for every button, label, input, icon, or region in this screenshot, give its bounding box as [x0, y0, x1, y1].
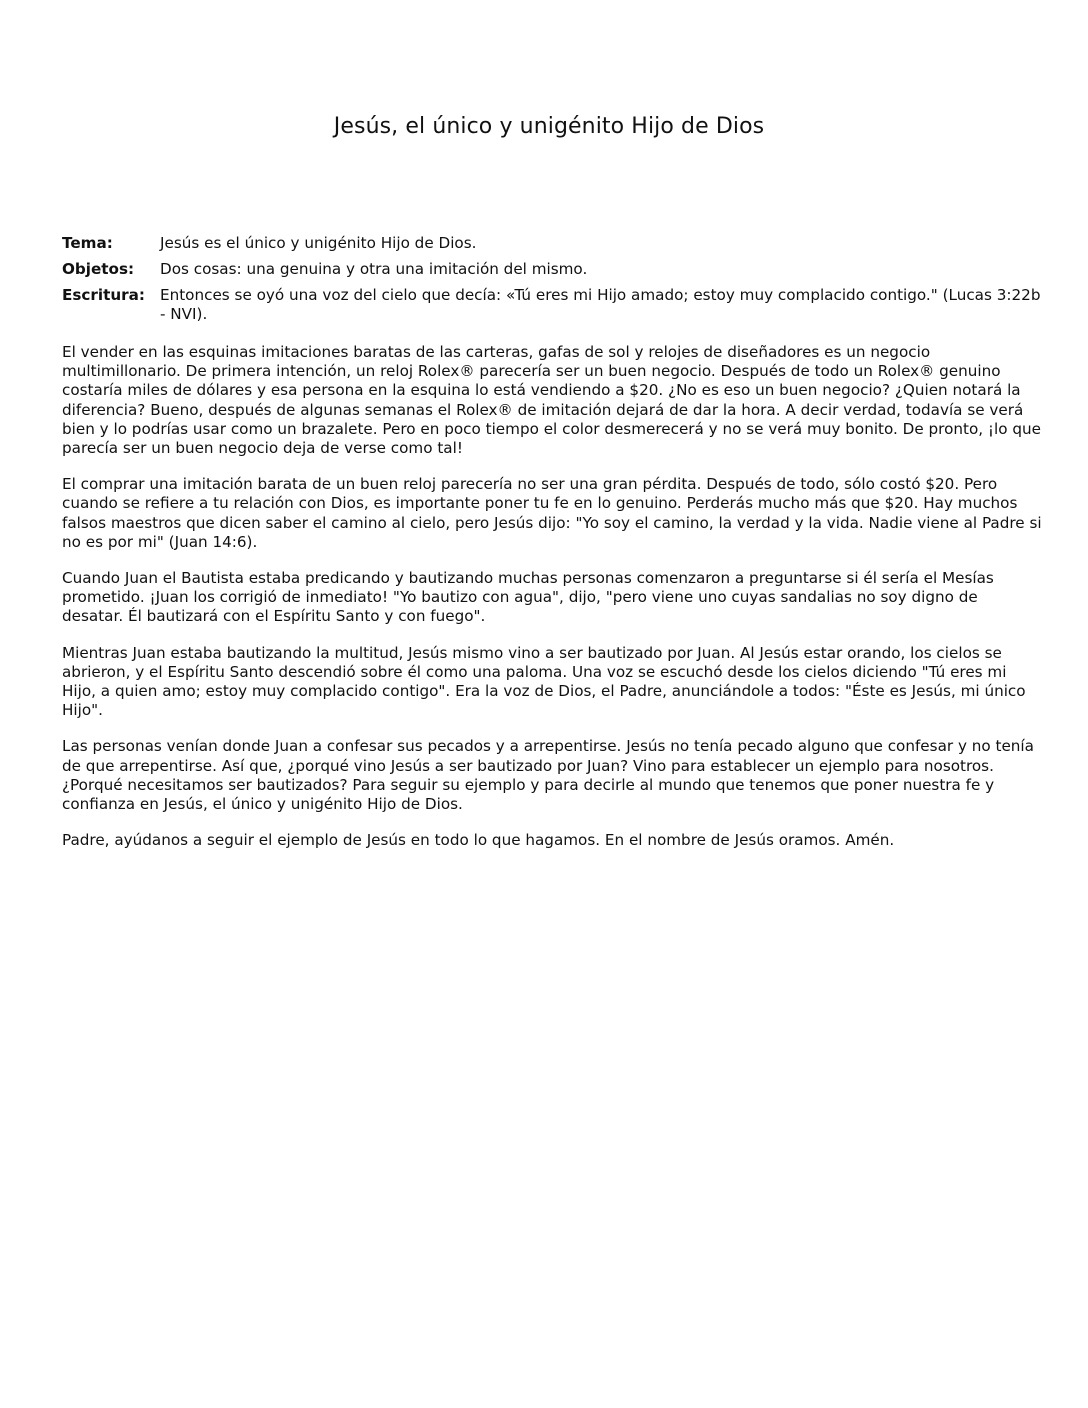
info-row-escritura	[62, 286, 1042, 331]
tema-value: Jesús es el único y unigénito Hijo de Dios.	[160, 234, 477, 252]
escritura-label: Escritura:	[62, 286, 145, 304]
escritura-value: Entonces se oyó una voz del cielo que decía: «Tú eres mi Hijo amado; estoy muy complacido contigo." (Lucas 3:22b - NVI).	[160, 286, 1041, 323]
objetos-value: Dos cosas: una genuina y otra una imitación del mismo.	[160, 260, 588, 278]
paragraph: Las personas venían donde Juan a confesar sus pecados y a arrepentirse. Jesús no tenía pecado alguno que confesar y no tenía de que arrepentirse. Así que, ¿porqué vino Jesús a ser bautizado por Juan? Vino para establecer un ejemplo para nosotros. ¿Porqué necesitamos ser bautizados? Para seguir su ejemplo y para decirle al mundo que tenemos que poner nuestra fe y confianza en Jesús, el único y unigénito Hijo de Dios.	[62, 737, 1034, 814]
tema-label: Tema:	[62, 234, 113, 252]
paragraph: Mientras Juan estaba bautizando la multitud, Jesús mismo vino a ser bautizado por Juan. Al Jesús estar orando, los cielos se abrieron, y el Espíritu Santo descendió sobre él como una paloma. Una voz se escuchó desde los cielos diciendo "Tú eres mi Hijo, a quien amo; estoy muy complacido contigo". Era la voz de Dios, el Padre, anunciándole a todos: "Éste es Jesús, mi único Hijo".	[62, 643, 1026, 720]
paragraph: Cuando Juan el Bautista estaba predicando y bautizando muchas personas comenzaron a preguntarse si él sería el Mesías prometido. ¡Juan los corrigió de inmediato! "Yo bautizo con agua", dijo, "pero viene uno cuyas sandalias no soy digno de desatar. Él bautizará con el Espíritu Santo y con fuego".	[62, 569, 994, 626]
paragraph: El comprar una imitación barata de un buen reloj parecería no ser una gran pérdita. Después de todo, sólo costó $20. Pero cuando se refiere a tu relación con Dios, es importante poner tu fe en lo genuino. Perderás mucho más que $20. Hay muchos falsos maestros que dicen saber el camino al cielo, pero Jesús dijo: "Yo soy el camino, la verdad y la vida. Nadie viene al Padre si no es por mi" (Juan 14:6).	[62, 475, 1042, 551]
page-title: Jesús, el único y unigénito Hijo de Dios	[333, 114, 765, 139]
closing-prayer: Padre, ayúdanos a seguir el ejemplo de Jesús en todo lo que hagamos. En el nombre de Jesús oramos. Amén.	[62, 831, 895, 850]
info-row-objetos	[62, 260, 1042, 286]
info-row-tema	[62, 234, 1042, 260]
paragraph: El vender en las esquinas imitaciones baratas de las carteras, gafas de sol y relojes de diseñadores es un negocio multimillonario. De primera intención, un reloj Rolex® parecería ser un buen negocio. Después de todo un Rolex® genuino costaría miles de dólares y esa persona en la esquina lo está vendiendo a $20. ¿No es eso un buen negocio? ¿Quien notará la diferencia? Bueno, después de algunas semanas el Rolex® de imitación dejará de dar la hora. A decir verdad, todavía se verá bien y lo podrías usar como un brazalete. Pero en poco tiempo el color desmerecerá y no se verá muy bonito. De pronto, ¡lo que parecía ser un buen negocio deja de verse como tal!	[62, 343, 1041, 458]
objetos-label: Objetos:	[62, 260, 135, 278]
lesson-body	[62, 343, 1042, 867]
lesson-info-table	[62, 234, 1042, 331]
